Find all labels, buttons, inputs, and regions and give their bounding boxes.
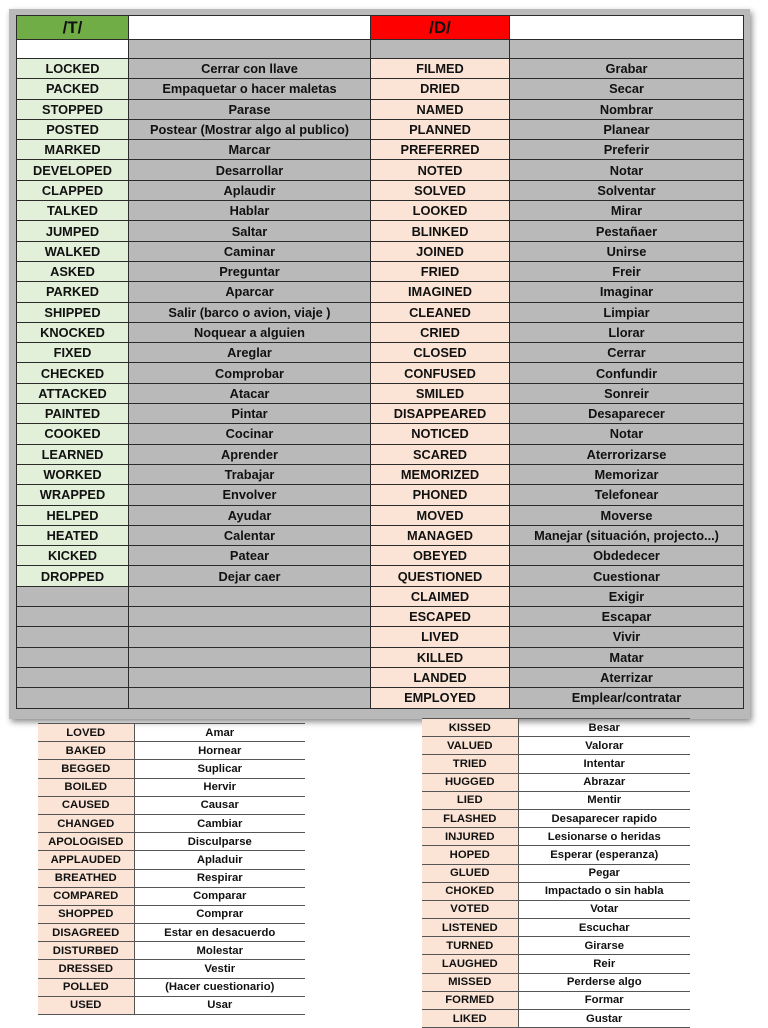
table-row bbox=[17, 627, 744, 647]
meaning-cell: Comparar bbox=[134, 887, 305, 905]
t-verb-cell: ATTACKED bbox=[17, 383, 129, 403]
t-meaning-cell: Caminar bbox=[129, 241, 371, 261]
verb-cell: HOPED bbox=[422, 846, 518, 864]
d-meaning-cell: Obdedecer bbox=[510, 546, 744, 566]
verb-cell: FLASHED bbox=[422, 809, 518, 827]
table-row bbox=[38, 796, 305, 814]
t-verb-cell: WORKED bbox=[17, 464, 129, 484]
meaning-cell: Besar bbox=[518, 719, 690, 737]
t-verb-cell: MARKED bbox=[17, 140, 129, 160]
t-verb-cell: JUMPED bbox=[17, 221, 129, 241]
d-meaning-cell: Solventar bbox=[510, 180, 744, 200]
verb-cell: BOILED bbox=[38, 778, 134, 796]
t-meaning-cell bbox=[129, 688, 371, 708]
t-verb-cell: POSTED bbox=[17, 119, 129, 139]
table-row bbox=[422, 719, 690, 737]
meaning-cell: Impactado o sin habla bbox=[518, 882, 690, 900]
meaning-cell: Mentir bbox=[518, 791, 690, 809]
table-row bbox=[422, 919, 690, 937]
t-meaning-cell: Areglar bbox=[129, 343, 371, 363]
t-meaning-cell: Aprender bbox=[129, 444, 371, 464]
meaning-cell: Formar bbox=[518, 991, 690, 1009]
table-row bbox=[422, 864, 690, 882]
meaning-cell: Escuchar bbox=[518, 919, 690, 937]
verb-cell: KISSED bbox=[422, 719, 518, 737]
table-row bbox=[422, 900, 690, 918]
verb-cell: FORMED bbox=[422, 991, 518, 1009]
table-row bbox=[38, 814, 305, 832]
d-verb-cell: NOTED bbox=[371, 160, 510, 180]
table-row bbox=[38, 960, 305, 978]
table-row bbox=[17, 546, 744, 566]
table-row bbox=[422, 973, 690, 991]
t-verb-cell: WALKED bbox=[17, 241, 129, 261]
d-meaning-cell: Cuestionar bbox=[510, 566, 744, 586]
table-row bbox=[17, 404, 744, 424]
table-row bbox=[17, 261, 744, 281]
t-meaning-cell bbox=[129, 627, 371, 647]
t-meaning-cell bbox=[129, 667, 371, 687]
meaning-cell: Abrazar bbox=[518, 773, 690, 791]
t-verb-cell bbox=[17, 627, 129, 647]
table-row bbox=[38, 942, 305, 960]
d-verb-cell: MANAGED bbox=[371, 525, 510, 545]
table-row bbox=[17, 464, 744, 484]
header-t-sound: /T/ bbox=[17, 16, 129, 40]
meaning-cell: (Hacer cuestionario) bbox=[134, 978, 305, 996]
d-verb-cell: EMPLOYED bbox=[371, 688, 510, 708]
t-verb-cell: CLAPPED bbox=[17, 180, 129, 200]
verb-cell: BREATHED bbox=[38, 869, 134, 887]
blank-cell bbox=[371, 40, 510, 59]
table-row bbox=[17, 302, 744, 322]
t-meaning-cell: Aplaudir bbox=[129, 180, 371, 200]
t-meaning-cell: Postear (Mostrar algo al publico) bbox=[129, 119, 371, 139]
d-meaning-cell: Planear bbox=[510, 119, 744, 139]
d-verb-cell: ESCAPED bbox=[371, 607, 510, 627]
d-verb-cell: SOLVED bbox=[371, 180, 510, 200]
t-verb-cell: PACKED bbox=[17, 79, 129, 99]
verb-cell: BAKED bbox=[38, 742, 134, 760]
table-row bbox=[17, 667, 744, 687]
d-verb-cell: LOOKED bbox=[371, 201, 510, 221]
d-verb-cell: KILLED bbox=[371, 647, 510, 667]
table-row bbox=[422, 991, 690, 1009]
verb-cell: CAUSED bbox=[38, 796, 134, 814]
table-row bbox=[422, 755, 690, 773]
verb-cell: LIED bbox=[422, 791, 518, 809]
meaning-cell: Gustar bbox=[518, 1010, 690, 1028]
t-verb-cell bbox=[17, 667, 129, 687]
table-row bbox=[17, 444, 744, 464]
table-row bbox=[422, 1010, 690, 1028]
d-meaning-cell: Grabar bbox=[510, 59, 744, 79]
table-row bbox=[17, 241, 744, 261]
d-meaning-cell: Escapar bbox=[510, 607, 744, 627]
blank-cell bbox=[129, 40, 371, 59]
table-row bbox=[38, 833, 305, 851]
d-meaning-cell: Vivir bbox=[510, 627, 744, 647]
meaning-cell: Intentar bbox=[518, 755, 690, 773]
d-meaning-cell: Cerrar bbox=[510, 343, 744, 363]
t-meaning-cell: Desarrollar bbox=[129, 160, 371, 180]
t-verb-cell: KICKED bbox=[17, 546, 129, 566]
t-verb-cell: TALKED bbox=[17, 201, 129, 221]
verb-cell: LIKED bbox=[422, 1010, 518, 1028]
t-meaning-cell: Hablar bbox=[129, 201, 371, 221]
d-meaning-cell: Imaginar bbox=[510, 282, 744, 302]
d-verb-cell: CLAIMED bbox=[371, 586, 510, 606]
d-meaning-cell: Desaparecer bbox=[510, 404, 744, 424]
table-row bbox=[422, 828, 690, 846]
t-meaning-cell: Parase bbox=[129, 99, 371, 119]
d-verb-cell: FRIED bbox=[371, 261, 510, 281]
table-row bbox=[17, 688, 744, 708]
verb-cell: TRIED bbox=[422, 755, 518, 773]
table-row bbox=[17, 160, 744, 180]
verb-cell: APPLAUDED bbox=[38, 851, 134, 869]
header-d-sound: /D/ bbox=[371, 16, 510, 40]
d-meaning-cell: Notar bbox=[510, 424, 744, 444]
bottom-right-verb-table bbox=[422, 718, 690, 1028]
t-verb-cell: ASKED bbox=[17, 261, 129, 281]
verb-cell: BEGGED bbox=[38, 760, 134, 778]
meaning-cell: Pegar bbox=[518, 864, 690, 882]
table-row bbox=[38, 924, 305, 942]
meaning-cell: Disculparse bbox=[134, 833, 305, 851]
table-row bbox=[17, 99, 744, 119]
d-meaning-cell: Notar bbox=[510, 160, 744, 180]
meaning-cell: Estar en desacuerdo bbox=[134, 924, 305, 942]
verb-cell: COMPARED bbox=[38, 887, 134, 905]
verb-cell: MISSED bbox=[422, 973, 518, 991]
meaning-cell: Apladuir bbox=[134, 851, 305, 869]
t-verb-cell: PAINTED bbox=[17, 404, 129, 424]
verb-cell: GLUED bbox=[422, 864, 518, 882]
t-verb-cell: SHIPPED bbox=[17, 302, 129, 322]
d-verb-cell: PHONED bbox=[371, 485, 510, 505]
t-meaning-cell: Empaquetar o hacer maletas bbox=[129, 79, 371, 99]
d-verb-cell: JOINED bbox=[371, 241, 510, 261]
meaning-cell: Votar bbox=[518, 900, 690, 918]
t-meaning-cell: Marcar bbox=[129, 140, 371, 160]
d-verb-cell: CLOSED bbox=[371, 343, 510, 363]
d-verb-cell: MEMORIZED bbox=[371, 464, 510, 484]
t-verb-cell: WRAPPED bbox=[17, 485, 129, 505]
table-row bbox=[17, 607, 744, 627]
verb-cell: DRESSED bbox=[38, 960, 134, 978]
meaning-cell: Respirar bbox=[134, 869, 305, 887]
meaning-cell: Esperar (esperanza) bbox=[518, 846, 690, 864]
table-row bbox=[17, 586, 744, 606]
verb-cell: DISTURBED bbox=[38, 942, 134, 960]
t-meaning-cell bbox=[129, 647, 371, 667]
t-verb-cell: LOCKED bbox=[17, 59, 129, 79]
d-verb-cell: IMAGINED bbox=[371, 282, 510, 302]
d-verb-cell: CONFUSED bbox=[371, 363, 510, 383]
bottom-left-verb-table bbox=[38, 723, 305, 1015]
meaning-cell: Hornear bbox=[134, 742, 305, 760]
t-meaning-cell: Salir (barco o avion, viaje ) bbox=[129, 302, 371, 322]
table-row bbox=[17, 363, 744, 383]
t-meaning-cell: Trabajar bbox=[129, 464, 371, 484]
d-meaning-cell: Mirar bbox=[510, 201, 744, 221]
meaning-cell: Vestir bbox=[134, 960, 305, 978]
d-verb-cell: DISAPPEARED bbox=[371, 404, 510, 424]
verb-cell: HUGGED bbox=[422, 773, 518, 791]
t-verb-cell bbox=[17, 607, 129, 627]
d-verb-cell: CRIED bbox=[371, 322, 510, 342]
table-row bbox=[38, 851, 305, 869]
d-meaning-cell: Matar bbox=[510, 647, 744, 667]
table-row bbox=[17, 140, 744, 160]
t-meaning-cell: Cocinar bbox=[129, 424, 371, 444]
d-meaning-cell: Secar bbox=[510, 79, 744, 99]
table-row bbox=[38, 887, 305, 905]
table-row bbox=[38, 869, 305, 887]
table-row bbox=[38, 978, 305, 996]
table-row bbox=[422, 937, 690, 955]
table-row bbox=[38, 905, 305, 923]
table-row bbox=[422, 882, 690, 900]
verb-cell: TURNED bbox=[422, 937, 518, 955]
verb-cell: CHOKED bbox=[422, 882, 518, 900]
table-row bbox=[17, 424, 744, 444]
verb-cell: VALUED bbox=[422, 737, 518, 755]
table-row bbox=[17, 383, 744, 403]
t-meaning-cell bbox=[129, 586, 371, 606]
verb-cell: SHOPPED bbox=[38, 905, 134, 923]
d-meaning-cell: Sonreir bbox=[510, 383, 744, 403]
meaning-cell: Reir bbox=[518, 955, 690, 973]
t-verb-cell: HEATED bbox=[17, 525, 129, 545]
t-meaning-cell: Patear bbox=[129, 546, 371, 566]
table-row bbox=[17, 79, 744, 99]
table-row bbox=[17, 525, 744, 545]
t-verb-cell: CHECKED bbox=[17, 363, 129, 383]
table-row bbox=[38, 996, 305, 1014]
verb-cell: APOLOGISED bbox=[38, 833, 134, 851]
table-row bbox=[17, 201, 744, 221]
t-meaning-cell: Ayudar bbox=[129, 505, 371, 525]
meaning-cell: Cambiar bbox=[134, 814, 305, 832]
t-verb-cell: COOKED bbox=[17, 424, 129, 444]
t-verb-cell: FIXED bbox=[17, 343, 129, 363]
t-meaning-cell bbox=[129, 607, 371, 627]
d-meaning-cell: Nombrar bbox=[510, 99, 744, 119]
table-row bbox=[17, 119, 744, 139]
d-meaning-cell: Unirse bbox=[510, 241, 744, 261]
meaning-cell: Comprar bbox=[134, 905, 305, 923]
t-verb-cell bbox=[17, 586, 129, 606]
t-verb-cell: HELPED bbox=[17, 505, 129, 525]
d-meaning-cell: Emplear/contratar bbox=[510, 688, 744, 708]
verb-cell: POLLED bbox=[38, 978, 134, 996]
d-meaning-cell: Pestañaer bbox=[510, 221, 744, 241]
blank-cell bbox=[17, 40, 129, 59]
verb-cell: DISAGREED bbox=[38, 924, 134, 942]
t-meaning-cell: Noquear a alguien bbox=[129, 322, 371, 342]
meaning-cell: Girarse bbox=[518, 937, 690, 955]
table-row bbox=[422, 737, 690, 755]
table-row bbox=[17, 647, 744, 667]
t-verb-cell: KNOCKED bbox=[17, 322, 129, 342]
d-meaning-cell: Aterrorizarse bbox=[510, 444, 744, 464]
header-blank-cell bbox=[510, 16, 744, 40]
t-verb-cell: DROPPED bbox=[17, 566, 129, 586]
d-verb-cell: CLEANED bbox=[371, 302, 510, 322]
verb-cell: CHANGED bbox=[38, 814, 134, 832]
d-verb-cell: LIVED bbox=[371, 627, 510, 647]
verb-cell: VOTED bbox=[422, 900, 518, 918]
header-blank-cell bbox=[129, 16, 371, 40]
table-row bbox=[17, 59, 744, 79]
verb-cell: USED bbox=[38, 996, 134, 1014]
d-verb-cell: SMILED bbox=[371, 383, 510, 403]
meaning-cell: Lesionarse o heridas bbox=[518, 828, 690, 846]
meaning-cell: Amar bbox=[134, 724, 305, 742]
t-meaning-cell: Preguntar bbox=[129, 261, 371, 281]
d-meaning-cell: Preferir bbox=[510, 140, 744, 160]
meaning-cell: Molestar bbox=[134, 942, 305, 960]
t-meaning-cell: Cerrar con llave bbox=[129, 59, 371, 79]
d-meaning-cell: Freir bbox=[510, 261, 744, 281]
table-row bbox=[422, 791, 690, 809]
d-meaning-cell: Moverse bbox=[510, 505, 744, 525]
table-row bbox=[17, 505, 744, 525]
table-row bbox=[17, 180, 744, 200]
d-verb-cell: DRIED bbox=[371, 79, 510, 99]
d-verb-cell: PLANNED bbox=[371, 119, 510, 139]
d-meaning-cell: Confundir bbox=[510, 363, 744, 383]
verb-cell: LAUGHED bbox=[422, 955, 518, 973]
d-verb-cell: NOTICED bbox=[371, 424, 510, 444]
meaning-cell: Desaparecer rapido bbox=[518, 809, 690, 827]
d-meaning-cell: Limpiar bbox=[510, 302, 744, 322]
table-row bbox=[422, 955, 690, 973]
table-row bbox=[422, 846, 690, 864]
table-row bbox=[17, 485, 744, 505]
t-meaning-cell: Envolver bbox=[129, 485, 371, 505]
t-meaning-cell: Atacar bbox=[129, 383, 371, 403]
main-verb-table bbox=[16, 15, 744, 709]
d-verb-cell: BLINKED bbox=[371, 221, 510, 241]
d-meaning-cell: Memorizar bbox=[510, 464, 744, 484]
d-verb-cell: OBEYED bbox=[371, 546, 510, 566]
verb-cell: LISTENED bbox=[422, 919, 518, 937]
d-verb-cell: LANDED bbox=[371, 667, 510, 687]
t-meaning-cell: Pintar bbox=[129, 404, 371, 424]
meaning-cell: Valorar bbox=[518, 737, 690, 755]
d-verb-cell: PREFERRED bbox=[371, 140, 510, 160]
table-row bbox=[17, 343, 744, 363]
verb-cell: INJURED bbox=[422, 828, 518, 846]
t-verb-cell: DEVELOPED bbox=[17, 160, 129, 180]
table-row bbox=[38, 760, 305, 778]
d-verb-cell: QUESTIONED bbox=[371, 566, 510, 586]
t-verb-cell: STOPPED bbox=[17, 99, 129, 119]
table-row bbox=[17, 566, 744, 586]
t-verb-cell bbox=[17, 688, 129, 708]
table-row bbox=[422, 809, 690, 827]
table-row bbox=[38, 724, 305, 742]
verb-cell: LOVED bbox=[38, 724, 134, 742]
table-row bbox=[38, 742, 305, 760]
table-row bbox=[422, 773, 690, 791]
t-meaning-cell: Saltar bbox=[129, 221, 371, 241]
d-verb-cell: NAMED bbox=[371, 99, 510, 119]
d-meaning-cell: Manejar (situación, projecto...) bbox=[510, 525, 744, 545]
t-meaning-cell: Dejar caer bbox=[129, 566, 371, 586]
d-verb-cell: FILMED bbox=[371, 59, 510, 79]
t-meaning-cell: Calentar bbox=[129, 525, 371, 545]
blank-cell bbox=[510, 40, 744, 59]
t-meaning-cell: Aparcar bbox=[129, 282, 371, 302]
table-row bbox=[17, 282, 744, 302]
d-meaning-cell: Llorar bbox=[510, 322, 744, 342]
meaning-cell: Hervir bbox=[134, 778, 305, 796]
d-meaning-cell: Telefonear bbox=[510, 485, 744, 505]
table-row bbox=[17, 322, 744, 342]
t-verb-cell bbox=[17, 647, 129, 667]
meaning-cell: Causar bbox=[134, 796, 305, 814]
table-row bbox=[38, 778, 305, 796]
table-row bbox=[17, 221, 744, 241]
d-meaning-cell: Aterrizar bbox=[510, 667, 744, 687]
d-verb-cell: SCARED bbox=[371, 444, 510, 464]
t-verb-cell: PARKED bbox=[17, 282, 129, 302]
meaning-cell: Usar bbox=[134, 996, 305, 1014]
meaning-cell: Perderse algo bbox=[518, 973, 690, 991]
t-meaning-cell: Comprobar bbox=[129, 363, 371, 383]
d-verb-cell: MOVED bbox=[371, 505, 510, 525]
d-meaning-cell: Exigir bbox=[510, 586, 744, 606]
meaning-cell: Suplicar bbox=[134, 760, 305, 778]
t-verb-cell: LEARNED bbox=[17, 444, 129, 464]
